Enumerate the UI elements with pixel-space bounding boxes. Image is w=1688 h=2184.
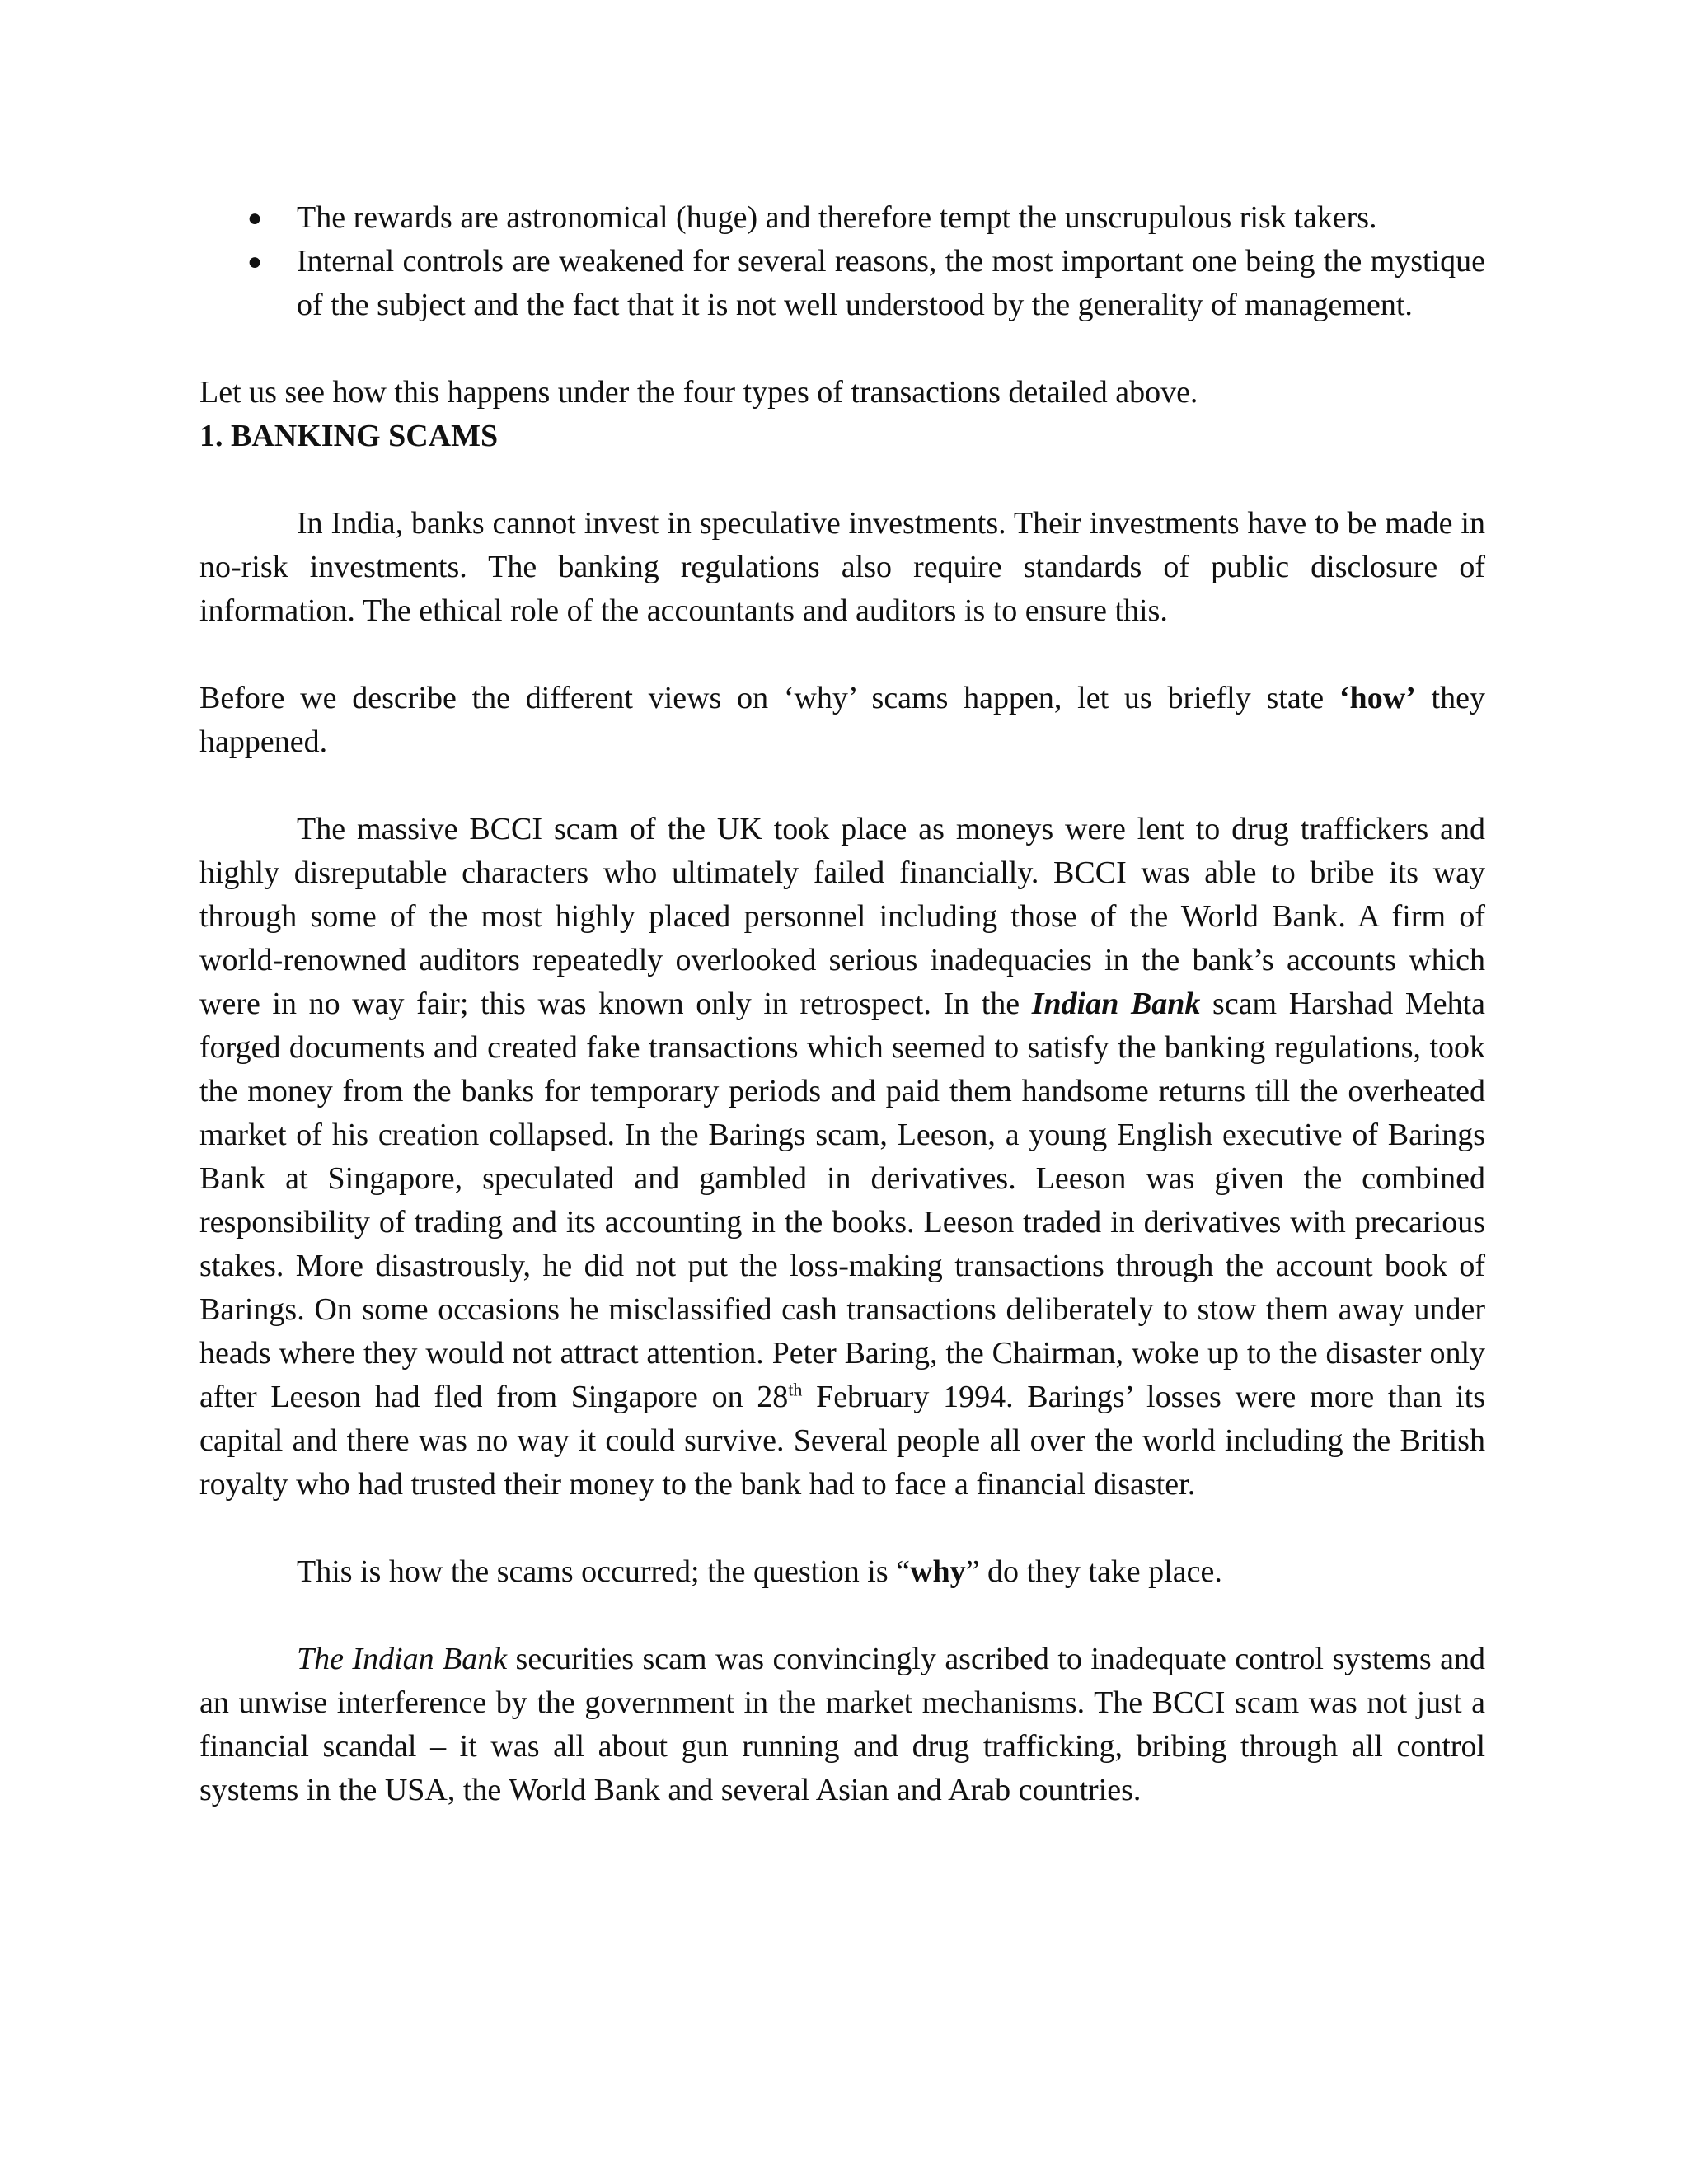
paragraph-indian-bank-cause: The Indian Bank securities scam was convincingly ascribed to inadequate control systems and an unwise interference by the government in the market mechanisms. The BCCI scam was not just a financial scandal – it was all about gun running and drug trafficking, bribing through all control systems in the USA, the World Bank and several Asian and Arab countries. (199, 1642, 1485, 1807)
paragraph-scam-accounts: The massive BCCI scam of the UK took place as moneys were lent to drug traffickers and highly disreputable characters who ultimately failed financially. BCCI was able to bribe its way through some of the most highly placed personnel including those of the World Bank. A firm of world-renowned auditors repeatedly overlooked serious inadequacies in the bank’s accounts which were in no way fair; this was known only in retrospect. In the Indian Bank scam Harshad Mehta forged documents and created fake transactions which seemed to satisfy the banking regulations, took the money from the banks for temporary periods and paid them handsome returns till the overheated market of his creation collapsed. In the Barings scam, Leeson, a young English executive of Barings Bank at Singapore, speculated and gambled in derivatives. Leeson was given the combined responsibility of trading and its accounting in the books. Leeson traded in derivatives with precarious stakes. More disastrously, he did not put the loss-making transactions through the account book of Barings. On some occasions he misclassified cash transactions deliberately to stow them away under heads where they would not attract attention. Peter Baring, the Chairman, woke up to the disaster only after Leeson had fled from Singapore on 28th February 1994. Barings’ losses were more than its capital and there was no way it could survive. Several people all over the world including the British royalty who had trusted their money to the bank had to face a financial disaster. (199, 812, 1486, 1502)
intro-paragraph: Let us see how this happens under the four types of transactions detailed above. (199, 375, 1198, 410)
list-item: ● The rewards are astronomical (huge) and therefore tempt the unscrupulous risk takers. (199, 196, 1485, 240)
document-page (199, 196, 1485, 1812)
bullet-icon: ● (247, 204, 263, 232)
bullet-list (199, 196, 1485, 327)
paragraph-banking-rules: In India, banks cannot invest in speculative investments. Their investments have to be made in no-risk investments. The banking regulations also require standards of public disclosure of information. The ethical role of the accountants and auditors is to ensure this. (199, 506, 1485, 628)
paragraph-how-scams: Before we describe the different views on ‘why’ scams happen, let us briefly state ‘how’ they happened. (199, 681, 1485, 759)
paragraph-why-question: This is how the scams occurred; the question is “why” do they take place. (297, 1554, 1222, 1589)
section-heading: 1. BANKING SCAMS (199, 419, 499, 453)
bullet-icon: ● (247, 248, 263, 275)
list-item: ● Internal controls are weakened for several reasons, the most important one being the mystique of the subject and the fact that it is not well understood by the generality of management. (199, 240, 1485, 327)
